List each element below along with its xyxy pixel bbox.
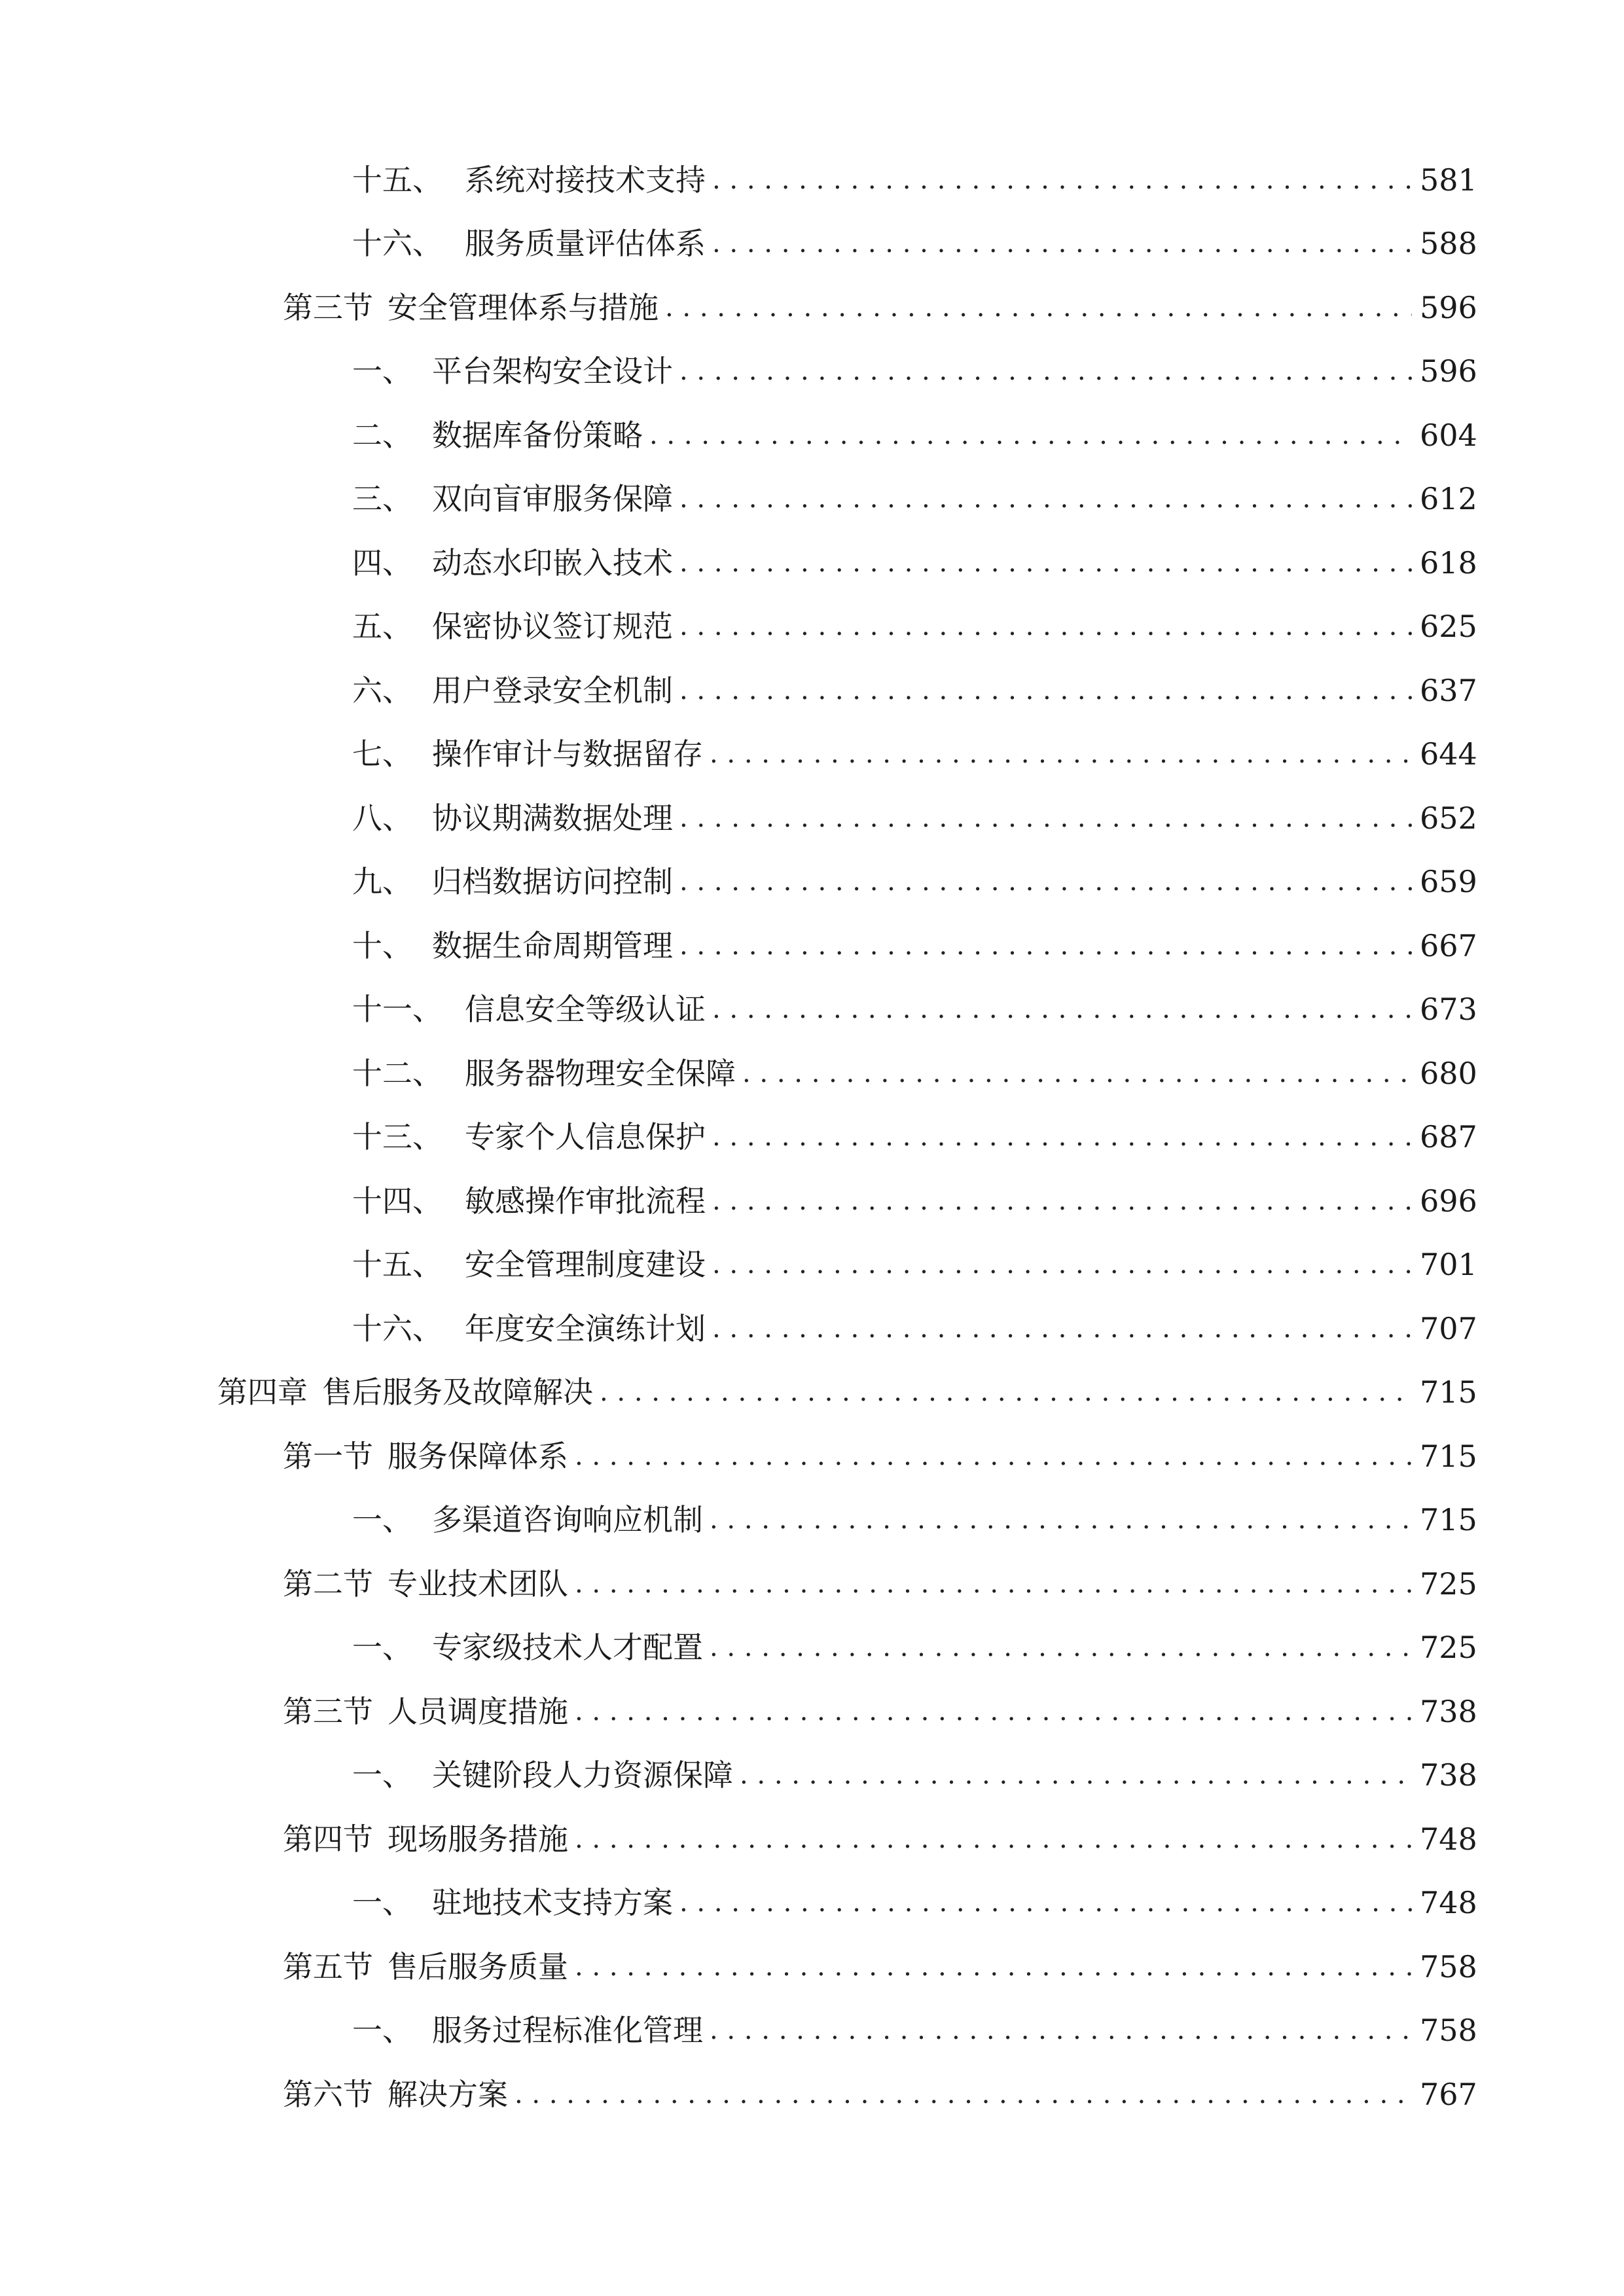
toc-entry[interactable] xyxy=(0,595,1624,659)
toc-entry-title: 安全管理体系与措施 xyxy=(388,289,659,325)
toc-entry[interactable] xyxy=(0,914,1624,978)
toc-entry[interactable] xyxy=(0,1233,1624,1297)
toc-entry-title: 服务过程标准化管理 xyxy=(432,2013,703,2049)
dot-leader xyxy=(679,482,1412,515)
toc-entry-page: 758 xyxy=(1420,1948,1477,1984)
toc-entry-section[interactable] xyxy=(0,2062,1624,2126)
toc-entry-page: 667 xyxy=(1420,927,1477,963)
dot-leader xyxy=(575,1823,1412,1856)
toc-entry-page: 644 xyxy=(1420,736,1477,772)
dot-leader xyxy=(649,419,1412,452)
dot-leader xyxy=(679,802,1412,834)
toc-entry-number: 三、 xyxy=(352,481,412,517)
dot-leader xyxy=(740,1759,1412,1791)
toc-entry-page: 637 xyxy=(1420,672,1477,708)
toc-entry-title: 协议期满数据处理 xyxy=(432,800,673,836)
toc-entry[interactable] xyxy=(0,1871,1624,1935)
toc-entry[interactable] xyxy=(0,786,1624,850)
toc-entry-page: 758 xyxy=(1420,2013,1477,2049)
toc-entry-section[interactable] xyxy=(0,1424,1624,1488)
dot-leader xyxy=(575,1950,1412,1983)
dot-leader xyxy=(679,865,1412,898)
toc-entry-title: 动态水印嵌入技术 xyxy=(432,545,673,581)
toc-entry-page: 596 xyxy=(1420,353,1477,389)
toc-entry-section[interactable] xyxy=(0,276,1624,340)
toc-entry-title: 双向盲审服务保障 xyxy=(432,481,673,517)
toc-entry-title: 驻地技术支持方案 xyxy=(432,1885,673,1921)
toc-entry-title: 售后服务质量 xyxy=(388,1948,568,1984)
toc-entry-section[interactable] xyxy=(0,1935,1624,1999)
toc-entry-page: 715 xyxy=(1420,1438,1477,1474)
dot-leader xyxy=(679,355,1412,387)
toc-entry[interactable] xyxy=(0,1169,1624,1233)
toc-entry-title: 专家个人信息保护 xyxy=(465,1119,706,1155)
toc-entry-number: 第二节 xyxy=(283,1566,373,1602)
toc-entry-title: 敏感操作审批流程 xyxy=(465,1183,706,1219)
dot-leader xyxy=(712,1121,1412,1153)
toc-entry-title: 服务器物理安全保障 xyxy=(465,1055,736,1091)
toc-entry-number: 九、 xyxy=(352,864,412,900)
dot-leader xyxy=(710,738,1412,770)
toc-entry[interactable] xyxy=(0,148,1624,212)
toc-entry-number: 一、 xyxy=(352,1630,412,1666)
toc-entry-page: 696 xyxy=(1420,1183,1477,1219)
toc-entry-number: 十六、 xyxy=(352,1310,442,1346)
toc-entry-page: 707 xyxy=(1420,1310,1477,1346)
toc-entry-number: 第三节 xyxy=(283,289,373,325)
toc-entry-page: 738 xyxy=(1420,1757,1477,1793)
dot-leader xyxy=(575,1568,1412,1600)
dot-leader xyxy=(514,2078,1412,2111)
toc-entry-title: 服务质量评估体系 xyxy=(465,226,706,262)
toc-entry-title: 操作审计与数据留存 xyxy=(432,736,703,772)
dot-leader xyxy=(600,1376,1412,1408)
dot-leader xyxy=(575,1440,1412,1473)
toc-entry-number: 十五、 xyxy=(352,162,442,198)
toc-entry-title: 系统对接技术支持 xyxy=(465,162,706,198)
toc-entry-section[interactable] xyxy=(0,1807,1624,1871)
toc-entry-title: 数据库备份策略 xyxy=(432,417,643,453)
toc-entry-number: 十五、 xyxy=(352,1247,442,1283)
toc-entry-page: 596 xyxy=(1420,289,1477,325)
dot-leader xyxy=(679,674,1412,707)
toc-entry[interactable] xyxy=(0,340,1624,404)
toc-entry-number: 六、 xyxy=(352,672,412,708)
dot-leader xyxy=(679,610,1412,643)
toc-entry[interactable] xyxy=(0,1041,1624,1105)
toc-entry-title: 归档数据访问控制 xyxy=(432,864,673,900)
toc-entry-page: 715 xyxy=(1420,1502,1477,1538)
toc-entry[interactable] xyxy=(0,1744,1624,1808)
dot-leader xyxy=(679,1886,1412,1919)
toc-entry-number: 十一、 xyxy=(352,992,442,1028)
toc-entry-number: 一、 xyxy=(352,1885,412,1921)
toc-entry[interactable] xyxy=(0,1616,1624,1680)
toc-entry-page: 687 xyxy=(1420,1119,1477,1155)
toc-entry-page: 625 xyxy=(1420,609,1477,645)
toc-entry[interactable] xyxy=(0,212,1624,276)
toc-entry-page: 581 xyxy=(1420,162,1477,198)
toc-entry-number: 第三节 xyxy=(283,1693,373,1729)
toc-entry-page: 748 xyxy=(1420,1821,1477,1857)
toc-entry-title: 年度安全演练计划 xyxy=(465,1310,706,1346)
dot-leader xyxy=(575,1695,1412,1728)
toc-entry-title: 保密协议签订规范 xyxy=(432,609,673,645)
toc-entry[interactable] xyxy=(0,467,1624,531)
toc-entry-page: 588 xyxy=(1420,226,1477,262)
toc-entry-number: 一、 xyxy=(352,1502,412,1538)
dot-leader xyxy=(712,1312,1412,1345)
toc-entry-page: 738 xyxy=(1420,1693,1477,1729)
toc-entry-title: 现场服务措施 xyxy=(388,1821,568,1857)
toc-entry-title: 用户登录安全机制 xyxy=(432,672,673,708)
toc-entry-title: 数据生命周期管理 xyxy=(432,927,673,963)
toc-entry-number: 七、 xyxy=(352,736,412,772)
toc-entry-number: 一、 xyxy=(352,1757,412,1793)
dot-leader xyxy=(710,1503,1412,1536)
toc-entry-section[interactable] xyxy=(0,1552,1624,1616)
dot-leader xyxy=(710,2014,1412,2047)
toc-entry[interactable] xyxy=(0,1488,1624,1552)
toc-entry-title: 服务保障体系 xyxy=(388,1438,568,1474)
toc-entry-page: 767 xyxy=(1420,2076,1477,2112)
toc-entry-number: 十三、 xyxy=(352,1119,442,1155)
toc-entry-page: 748 xyxy=(1420,1885,1477,1921)
toc-entry[interactable] xyxy=(0,1105,1624,1170)
toc-entry[interactable] xyxy=(0,531,1624,595)
toc-entry-title: 专业技术团队 xyxy=(388,1566,568,1602)
toc-entry-number: 八、 xyxy=(352,800,412,836)
toc-entry-page: 725 xyxy=(1420,1566,1477,1602)
toc-entry-page: 701 xyxy=(1420,1247,1477,1283)
toc-entry-number: 十、 xyxy=(352,927,412,963)
toc-entry-number: 第五节 xyxy=(283,1948,373,1984)
toc-entry-page: 680 xyxy=(1420,1055,1477,1091)
toc-entry[interactable] xyxy=(0,1297,1624,1361)
toc-entry[interactable] xyxy=(0,978,1624,1042)
toc-entry-number: 十六、 xyxy=(352,226,442,262)
toc-entry-title: 关键阶段人力资源保障 xyxy=(432,1757,733,1793)
toc-entry-title: 多渠道咨询响应机制 xyxy=(432,1502,703,1538)
dot-leader xyxy=(679,547,1412,579)
dot-leader xyxy=(665,291,1412,324)
toc-entry-page: 715 xyxy=(1420,1374,1477,1410)
toc-entry-number: 十二、 xyxy=(352,1055,442,1091)
toc-entry-number: 二、 xyxy=(352,417,412,453)
dot-leader xyxy=(742,1057,1412,1090)
dot-leader xyxy=(679,929,1412,962)
toc-entry-chapter[interactable] xyxy=(0,1361,1624,1425)
toc-entry-page: 725 xyxy=(1420,1630,1477,1666)
table-of-contents xyxy=(0,148,1624,2126)
toc-entry-number: 第四节 xyxy=(283,1821,373,1857)
dot-leader xyxy=(712,1248,1412,1281)
toc-entry-page: 612 xyxy=(1420,481,1477,517)
toc-entry-title: 平台架构安全设计 xyxy=(432,353,673,389)
toc-entry[interactable] xyxy=(0,723,1624,787)
toc-entry-title: 安全管理制度建设 xyxy=(465,1247,706,1283)
toc-entry-page: 673 xyxy=(1420,992,1477,1028)
toc-entry-number: 第四章 xyxy=(217,1374,308,1410)
toc-entry[interactable] xyxy=(0,658,1624,723)
toc-entry[interactable] xyxy=(0,403,1624,467)
toc-entry[interactable] xyxy=(0,1999,1624,2063)
toc-entry-section[interactable] xyxy=(0,1679,1624,1744)
dot-leader xyxy=(710,1631,1412,1664)
toc-entry-title: 人员调度措施 xyxy=(388,1693,568,1729)
dot-leader xyxy=(712,1185,1412,1217)
toc-entry-number: 一、 xyxy=(352,353,412,389)
dot-leader xyxy=(712,993,1412,1026)
toc-entry-title: 售后服务及故障解决 xyxy=(322,1374,593,1410)
toc-entry-page: 618 xyxy=(1420,545,1477,581)
toc-entry-number: 一、 xyxy=(352,2013,412,2049)
toc-entry-number: 十四、 xyxy=(352,1183,442,1219)
toc-entry-title: 专家级技术人才配置 xyxy=(432,1630,703,1666)
toc-entry-number: 第一节 xyxy=(283,1438,373,1474)
toc-entry-number: 五、 xyxy=(352,609,412,645)
toc-entry-page: 659 xyxy=(1420,864,1477,900)
toc-entry-number: 第六节 xyxy=(283,2076,373,2112)
toc-entry-title: 信息安全等级认证 xyxy=(465,992,706,1028)
dot-leader xyxy=(712,227,1412,260)
toc-entry-page: 604 xyxy=(1420,417,1477,453)
toc-entry-number: 四、 xyxy=(352,545,412,581)
toc-entry-title: 解决方案 xyxy=(388,2076,508,2112)
toc-entry[interactable] xyxy=(0,850,1624,914)
toc-entry-page: 652 xyxy=(1420,800,1477,836)
dot-leader xyxy=(712,164,1412,196)
